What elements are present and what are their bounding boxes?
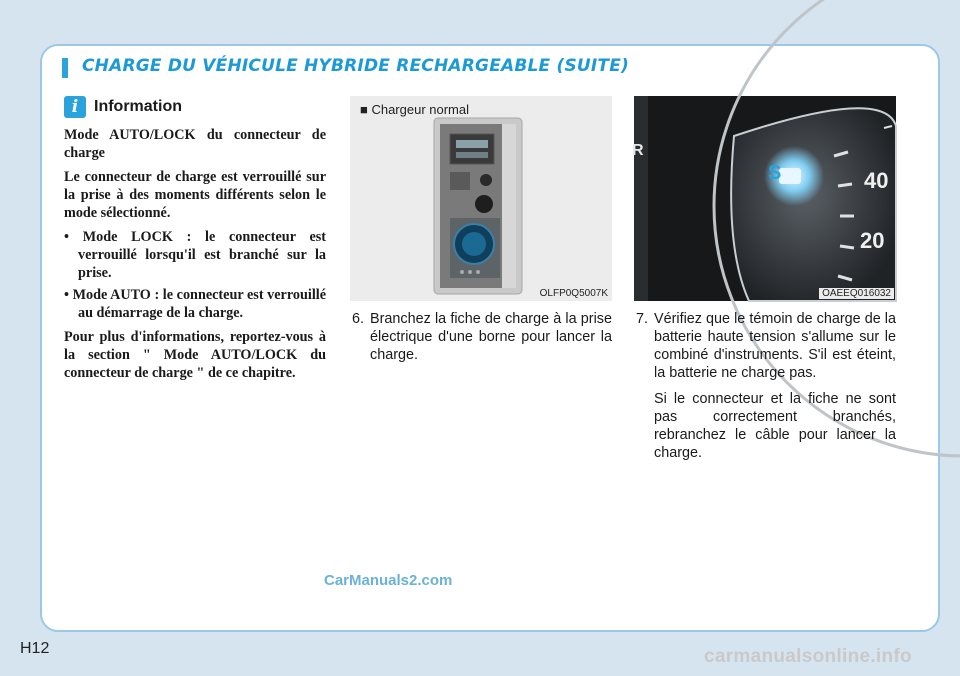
info-icon: i bbox=[64, 96, 86, 118]
section-accent-bar bbox=[62, 58, 68, 78]
gauge-edge-letter: R bbox=[632, 142, 644, 159]
figure-code: OAEEQ016032 bbox=[819, 288, 894, 299]
speed-label-20: 20 bbox=[860, 228, 885, 253]
information-title: Information bbox=[94, 98, 182, 115]
step-text: Branchez la fiche de charge à la prise électrique d'une borne pour lancer la charge. bbox=[370, 311, 612, 363]
information-bullets bbox=[64, 228, 326, 322]
step-number: 7. bbox=[636, 311, 649, 327]
figure-code: OLFP0Q5007K bbox=[539, 288, 608, 299]
information-box bbox=[64, 96, 326, 388]
step-7 bbox=[636, 310, 896, 462]
section-title: CHARGE DU VÉHICULE HYBRIDE RECHARGEABLE (SUITE) bbox=[82, 56, 630, 76]
speed-label-40: 40 bbox=[864, 168, 889, 193]
figure-caption: ■ Chargeur normal bbox=[360, 102, 470, 117]
footer-site-watermark: carmanualsonline.info bbox=[704, 646, 912, 667]
step-6 bbox=[352, 310, 612, 364]
information-header bbox=[64, 96, 326, 118]
step-text-continued: Si le connecteur et la fiche ne sont pas correctement branchés, rebranchez le câble pour lancer la charge. bbox=[654, 391, 896, 461]
information-heading: Mode AUTO/LOCK du connecteur de charge bbox=[64, 127, 326, 161]
step-number: 6. bbox=[352, 311, 365, 327]
bullet-auto-mode: • Mode AUTO : le connecteur est verrouillé au démarrage de la charge. bbox=[64, 286, 326, 322]
cluster-illustration bbox=[634, 96, 896, 301]
information-outro: Pour plus d'informations, reportez-vous à la section " Mode AUTO/LOCK du connecteur de charge " de ce chapitre. bbox=[64, 329, 326, 381]
page-number: H12 bbox=[20, 640, 50, 657]
information-intro: Le connecteur de charge est verrouillé sur la prise à des moments différents selon le mode sélectionné. bbox=[64, 169, 326, 221]
watermark-link[interactable]: CarManuals2.com bbox=[324, 572, 453, 589]
step-text: Vérifiez que le témoin de charge de la batterie haute tension s'allume sur le combiné d'instruments. S'il est éteint, la batterie ne charge pas. bbox=[654, 311, 896, 381]
figure-instrument-cluster bbox=[634, 96, 896, 301]
charger-illustration bbox=[350, 96, 612, 301]
bullet-lock-mode: • Mode LOCK : le connecteur est verrouillé lorsqu'il est branché sur la prise. bbox=[64, 228, 326, 282]
charge-indicator-letter: S bbox=[768, 162, 782, 184]
figure-normal-charger bbox=[350, 96, 612, 301]
